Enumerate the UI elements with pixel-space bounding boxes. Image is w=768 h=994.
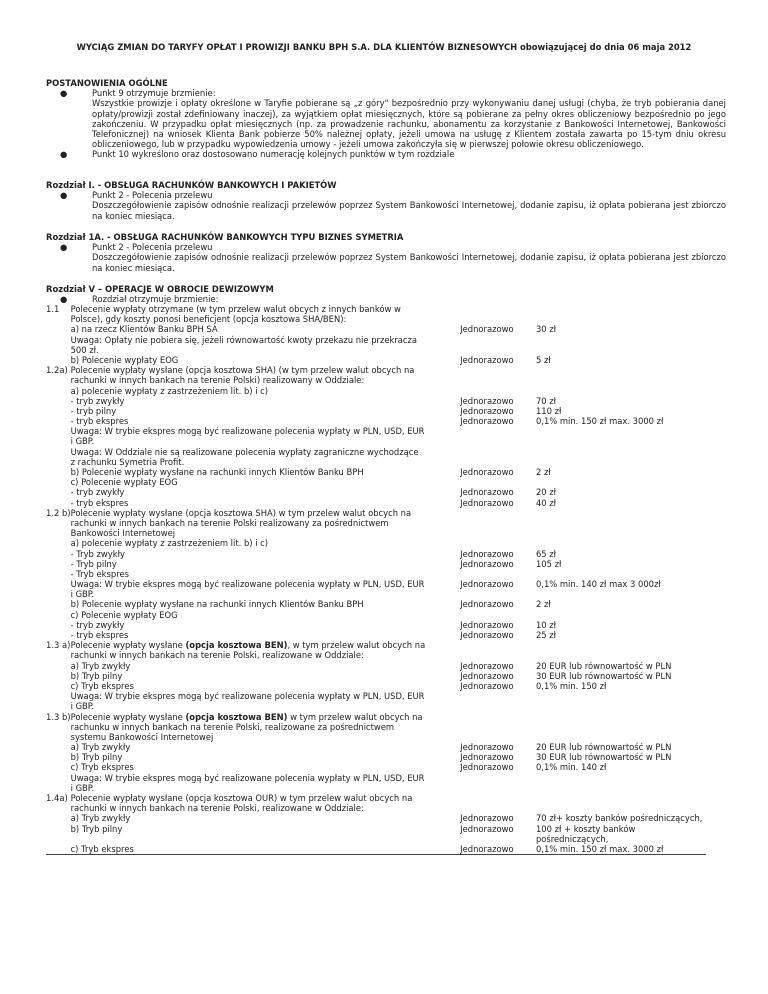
frequency-value — [460, 569, 522, 579]
description-line: Polecenie wypłaty wysłane (opcja kosztowa BEN) w tym przelew walut obcych na — [70, 711, 423, 722]
bullet-item — [46, 242, 726, 273]
description-line: Polecenie wypłaty wysłane (opcja kosztowa BEN), w tym przelew walut obcych na — [70, 640, 426, 651]
amount-value — [536, 436, 706, 446]
frequency-value: Jednorazowo — [460, 416, 514, 427]
frequency-value — [460, 589, 522, 599]
frequency-value: Jednorazowo — [460, 680, 514, 691]
frequency-value: Jednorazowo — [460, 843, 514, 854]
description-line: z rachunku Symetria Profit. — [70, 456, 185, 467]
amount-value: 20 EUR lub równowartość w PLN — [535, 742, 672, 753]
frequency-value: Jednorazowo — [460, 487, 514, 498]
amount-value — [536, 447, 706, 457]
section-title: Rozdział V – OPERACJE W OBROCIE DEWIZOWYM — [46, 284, 274, 294]
frequency-value: Jednorazowo — [460, 354, 514, 365]
amount-value — [536, 650, 706, 660]
bullet-item — [46, 294, 726, 304]
amount-value — [536, 610, 706, 620]
frequency-value — [460, 304, 522, 314]
frequency-value: Jednorazowo — [460, 395, 514, 406]
table-row — [46, 712, 706, 794]
description-line: Uwaga: W Oddziale nie są realizowane polecenia wypłaty zagraniczne wychodzące — [70, 446, 419, 457]
amount-value — [536, 793, 706, 803]
frequency-value — [460, 538, 522, 548]
description-line: rachunki w innych bankach na terenie Polski realizowany za pośrednictwem — [70, 517, 389, 528]
document-title: WYCIĄG ZMIAN DO TARYFY OPŁAT I PROWIZJI BANKU BPH S.A. DLA KLIENTÓW BIZNESOWYCH obowiązującej do dnia 06 maja 2012 — [76, 42, 692, 52]
amount-value: 110 zł — [535, 405, 562, 416]
frequency-value: Jednorazowo — [460, 579, 514, 590]
description-line: Uwaga: Opłaty nie pobiera się, jeżeli równowartość kwoty przekazu nie przekracza — [70, 334, 418, 345]
row-amount — [522, 508, 706, 640]
frequency-value: Jednorazowo — [460, 752, 514, 763]
frequency-value — [460, 518, 522, 528]
amount-value — [536, 640, 706, 650]
row-frequency — [436, 365, 522, 508]
frequency-value: Jednorazowo — [460, 467, 514, 477]
frequency-value — [460, 436, 522, 446]
description-line: a) polecenie wypłaty z zastrzeżeniem lit. b) i c) — [70, 385, 269, 396]
description-line: - tryb pilny — [70, 405, 117, 416]
bullet-body: Doszczegółowienie zapisów odnośnie realizacji przelewów poprzez System Bankowości Internetowej, dodanie zapisu, iż opłata pobierana jest zbiorczo na koniec miesiąca. — [92, 252, 726, 273]
frequency-value: Jednorazowo — [460, 742, 514, 753]
bullet-icon: ● — [60, 242, 68, 253]
frequency-value: Jednorazowo — [460, 497, 514, 508]
bullet-icon: ● — [60, 88, 68, 99]
amount-value: 0,1% min. 140 zł max 3 000zł — [535, 579, 661, 590]
section-title: Rozdział I. - OBSŁUGA RACHUNKÓW BANKOWYCH I PAKIETÓW — [46, 180, 337, 190]
amount-value — [536, 518, 706, 528]
bullet-icon: ● — [60, 149, 68, 160]
amount-value — [536, 773, 706, 783]
frequency-value — [460, 712, 522, 722]
row-description — [71, 365, 437, 508]
description-line: - tryb ekspres — [70, 416, 129, 427]
amount-value — [536, 314, 706, 324]
frequency-value — [460, 691, 522, 701]
description-line: rachunki w innych bankach na terenie Polski, realizowane w Oddziale: — [70, 803, 364, 814]
description-line: a) na rzecz Klientów Banku BPH SA — [70, 324, 218, 335]
description-line: systemu Bankowości Internetowej — [70, 731, 214, 742]
amount-value: 40 zł — [535, 497, 557, 508]
table-row — [46, 304, 706, 365]
description-line: c) Polecenie wypłaty EOG — [70, 609, 178, 620]
frequency-value: Jednorazowo — [460, 599, 514, 610]
description-line: c) Polecenie wypłaty EOG — [70, 477, 178, 488]
description-line: - Tryb pilny — [70, 558, 117, 569]
bullet-head: Punkt 10 wykreślono oraz dostosowano numerację kolejnych punktów w tym rozdziale — [92, 149, 455, 160]
description-line: i GBP. — [70, 782, 95, 793]
description-line: a) Tryb zwykły — [70, 742, 131, 753]
frequency-value: Jednorazowo — [460, 823, 514, 834]
description-line: i GBP. — [70, 589, 95, 600]
amount-value — [536, 538, 706, 548]
frequency-value: Jednorazowo — [460, 324, 514, 335]
description-line: b) Polecenie wypłaty EOG — [70, 354, 179, 365]
amount-value — [536, 335, 706, 345]
amount-value: 0,1% min. 150 zł — [535, 680, 607, 691]
bullet-head: Rozdział otrzymuje brzmienie: — [92, 294, 219, 304]
amount-value — [536, 701, 706, 711]
row-frequency — [436, 508, 522, 640]
table-row — [46, 640, 706, 711]
frequency-value: Jednorazowo — [460, 670, 514, 681]
frequency-value — [460, 314, 522, 324]
amount-value — [536, 722, 706, 732]
amount-value — [536, 589, 706, 599]
frequency-value: Jednorazowo — [460, 405, 514, 416]
fee-table — [46, 304, 706, 855]
description-line: a) Tryb zwykły — [70, 660, 131, 671]
description-line: Polecenie wypłaty wysłane (opcja kosztowa SHA) w tym przelew walut obcych na — [70, 507, 412, 518]
row-frequency — [436, 640, 522, 711]
bullet-item — [46, 88, 726, 149]
table-row — [46, 365, 706, 508]
amount-value — [536, 304, 706, 314]
description-line — [71, 834, 437, 844]
frequency-value — [460, 701, 522, 711]
amount-value: 2 zł — [535, 467, 551, 477]
description-line: b) Tryb pilny — [70, 823, 123, 834]
description-line: Bankowości Internetowej — [70, 528, 176, 539]
amount-value — [536, 712, 706, 722]
description-line: b) Polecenie wypłaty wysłane na rachunki innych Klientów Banku BPH — [70, 467, 364, 477]
amount-value: 20 EUR lub równowartość w PLN — [535, 660, 672, 671]
amount-value: 0,1% min. 150 zł max. 3000 zł — [535, 843, 664, 854]
row-number: 1.4a) — [46, 793, 71, 855]
row-description — [71, 640, 437, 711]
description-line: rachunki w innych bankach na terenie Polski) realizowany w Oddziale: — [70, 375, 365, 386]
frequency-value — [460, 650, 522, 660]
amount-value: 105 zł — [535, 558, 562, 569]
frequency-value — [460, 610, 522, 620]
description-line: b) Tryb pilny — [70, 670, 123, 681]
amount-value — [536, 569, 706, 579]
bullet-icon: ● — [60, 190, 68, 201]
frequency-value: Jednorazowo — [460, 762, 514, 773]
row-description — [71, 508, 437, 640]
amount-value: 30 EUR lub równowartość w PLN — [535, 752, 672, 763]
description-line: Uwaga: W trybie ekspres mogą być realizowane polecenia wypłaty w PLN, USD, EUR — [70, 691, 425, 702]
row-number: 1.3 b) — [46, 711, 71, 722]
amount-value — [536, 386, 706, 396]
frequency-value — [460, 375, 522, 385]
description-line: - Tryb zwykły — [70, 548, 125, 559]
frequency-value: Jednorazowo — [460, 660, 514, 671]
amount-value — [536, 365, 706, 375]
row-number: 1.3 a) — [46, 640, 71, 651]
row-number: 1.1 — [46, 304, 60, 314]
section-chapter-5 — [46, 284, 726, 294]
row-amount — [522, 712, 706, 794]
frequency-value: Jednorazowo — [460, 558, 514, 569]
frequency-value — [460, 640, 522, 650]
frequency-value — [460, 834, 522, 844]
frequency-value — [460, 477, 522, 487]
description-line: - tryb ekspres — [70, 497, 129, 508]
frequency-value — [460, 773, 522, 783]
row-amount — [522, 304, 706, 365]
section-title: Rozdział 1A. - OBSŁUGA RACHUNKÓW BANKOWYCH TYPU BIZNES SYMETRIA — [46, 232, 404, 242]
row-description — [71, 712, 437, 794]
row-amount — [522, 365, 706, 508]
bullet-head: Punkt 2 - Polecenia przelewu — [92, 190, 213, 201]
table-row — [46, 793, 706, 855]
bullet-head: Punkt 2 - Polecenia przelewu — [92, 242, 213, 253]
amount-value — [536, 783, 706, 793]
frequency-value — [460, 508, 522, 518]
table-row — [46, 508, 706, 640]
amount-value: 2 zł — [535, 599, 551, 610]
amount-value: 100 zł + koszty banków — [535, 823, 636, 834]
amount-value — [536, 732, 706, 742]
frequency-value — [460, 335, 522, 345]
frequency-value — [460, 447, 522, 457]
description-line: rachunki w innych bankach na terenie Polski, realizowane w Oddziale: — [70, 650, 364, 661]
description-line: b) Polecenie wypłaty wysłane na rachunki innych Klientów Banku BPH — [70, 599, 364, 610]
frequency-value — [460, 386, 522, 396]
bullet-item — [46, 149, 726, 159]
description-line: - tryb ekspres — [70, 630, 129, 640]
section-general — [46, 78, 726, 160]
amount-value: 70 zł — [535, 395, 557, 406]
frequency-value: Jednorazowo — [460, 813, 514, 824]
description-line: Uwaga: W trybie ekspres mogą być realizowane polecenia wypłaty w PLN, USD, EUR — [70, 772, 425, 783]
frequency-value — [460, 426, 522, 436]
amount-value: 65 zł — [535, 548, 557, 559]
description-line: 500 zł. — [70, 344, 99, 355]
amount-value — [536, 375, 706, 385]
frequency-value — [460, 722, 522, 732]
amount-value: 70 zł+ koszty banków pośredniczących, — [535, 813, 703, 824]
amount-value — [536, 508, 706, 518]
bullet-body: Doszczegółowienie zapisów odnośnie realizacji przelewów poprzez System Bankowości Internetowej, dodanie zapisu, iż opłata pobierana jest zbiorczo na koniec miesiąca. — [92, 200, 726, 221]
description-line: Polecenie wypłaty wysłane (opcja kosztowa SHA) (w tym przelew walut obcych na — [70, 365, 415, 376]
bullet-body: Wszystkie prowizje i opłaty określone w Taryfie pobierane są „z góry" bezpośrednio przy wykonywaniu danej usługi (chyba, że tryb pobierania danej opłaty/prowizji został zdefiniowany inaczej), za wyjątkiem opłat miesięcznych, które są pobierane za pełny okres obliczeniowy bezpośrednio po jego zakończeniu. W przypadku opłat miesięcznych (np. za prowadzenie rachunku, abonamentu za korzystanie z Bankowości Internetowej, Bankowości Telefonicznej) na wniosek Klienta Bank pobierze 50% należnej opłaty, jeżeli umowa na usługę z Klientem została zawarta po 15-tym dniu okresu obliczeniowego, lub w przypadku wypowiedzenia umowy - jeżeli umowa zakończyła się w pierwszej połowie okresu obliczeniowego. — [92, 98, 726, 150]
frequency-value — [460, 528, 522, 538]
section-chapter-1 — [46, 180, 726, 221]
amount-value: 0,1% min. 150 zł max. 3000 zł — [535, 416, 664, 427]
row-frequency — [436, 304, 522, 365]
amount-value — [536, 528, 706, 538]
frequency-value — [460, 783, 522, 793]
description-line: Polecenie wypłaty otrzymane (w tym przelew walut obcych z innych banków w — [70, 304, 401, 314]
description-line: b) Tryb pilny — [70, 752, 123, 763]
frequency-value — [460, 345, 522, 355]
amount-value: pośredniczących, — [535, 833, 609, 844]
amount-value: 5 zł — [535, 354, 551, 365]
description-line: c) Tryb ekspres — [70, 680, 134, 691]
frequency-value — [460, 732, 522, 742]
row-amount — [522, 640, 706, 711]
frequency-value — [460, 457, 522, 467]
frequency-value — [460, 365, 522, 375]
row-frequency — [436, 793, 522, 855]
section-title: POSTANOWIENIA OGÓLNE — [46, 78, 168, 88]
description-line: - tryb zwykły — [70, 487, 125, 498]
section-chapter-1a — [46, 232, 726, 273]
section-chapter-5-intro — [46, 294, 726, 304]
description-line: - tryb zwykły — [70, 395, 125, 406]
description-line: a) polecenie wypłaty z zastrzeżeniem lit. b) i c) — [70, 538, 269, 549]
amount-value — [536, 345, 706, 355]
amount-value — [536, 457, 706, 467]
description-line: c) Tryb ekspres — [70, 843, 134, 854]
frequency-value: Jednorazowo — [460, 630, 514, 640]
row-description — [71, 304, 437, 365]
description-line: Polsce), gdy koszty ponosi beneficjent (opcja kosztowa SHA/BEN): — [70, 314, 347, 325]
frequency-value — [460, 803, 522, 813]
amount-value: 30 EUR lub równowartość w PLN — [535, 670, 672, 681]
row-number: 1.2 b) — [46, 507, 71, 518]
amount-value: 10 zł — [535, 619, 557, 630]
description-line: a) Tryb zwykły — [70, 813, 131, 824]
row-number: 1.2a) — [46, 365, 68, 376]
amount-value: 30 zł — [535, 324, 557, 335]
row-amount — [522, 793, 706, 855]
amount-value: 25 zł — [535, 630, 557, 640]
bullet-head: Punkt 9 otrzymuje brzmienie: — [92, 88, 216, 99]
description-line: Uwaga: W trybie ekspres mogą być realizowane polecenia wypłaty w PLN, USD, EUR — [70, 426, 425, 437]
row-frequency — [436, 712, 522, 794]
description-line: rachunku w innych bankach na terenie Polski, realizowane za pośrednictwem — [70, 721, 395, 732]
amount-value — [536, 803, 706, 813]
amount-value — [536, 426, 706, 436]
frequency-value: Jednorazowo — [460, 619, 514, 630]
description-line: i GBP. — [70, 701, 95, 712]
amount-value: 0,1% min. 140 zł — [535, 762, 607, 773]
description-line: Uwaga: W trybie ekspres mogą być realizowane polecenia wypłaty w PLN, USD, EUR — [70, 579, 425, 590]
description-line: i GBP. — [70, 436, 95, 447]
amount-value — [536, 691, 706, 701]
description-line: - tryb zwykły — [70, 619, 125, 630]
frequency-value: Jednorazowo — [460, 548, 514, 559]
frequency-value — [460, 793, 522, 803]
row-description — [71, 793, 437, 855]
description-line: Polecenie wypłaty wysłane (opcja kosztowa OUR) w tym przelew walut obcych na — [70, 793, 413, 803]
description-line: - Tryb ekspres — [70, 568, 129, 579]
bullet-item — [46, 190, 726, 221]
amount-value — [536, 477, 706, 487]
amount-value: 20 zł — [535, 487, 557, 498]
description-line: c) Tryb ekspres — [70, 762, 134, 773]
bullet-icon: ● — [60, 294, 68, 304]
